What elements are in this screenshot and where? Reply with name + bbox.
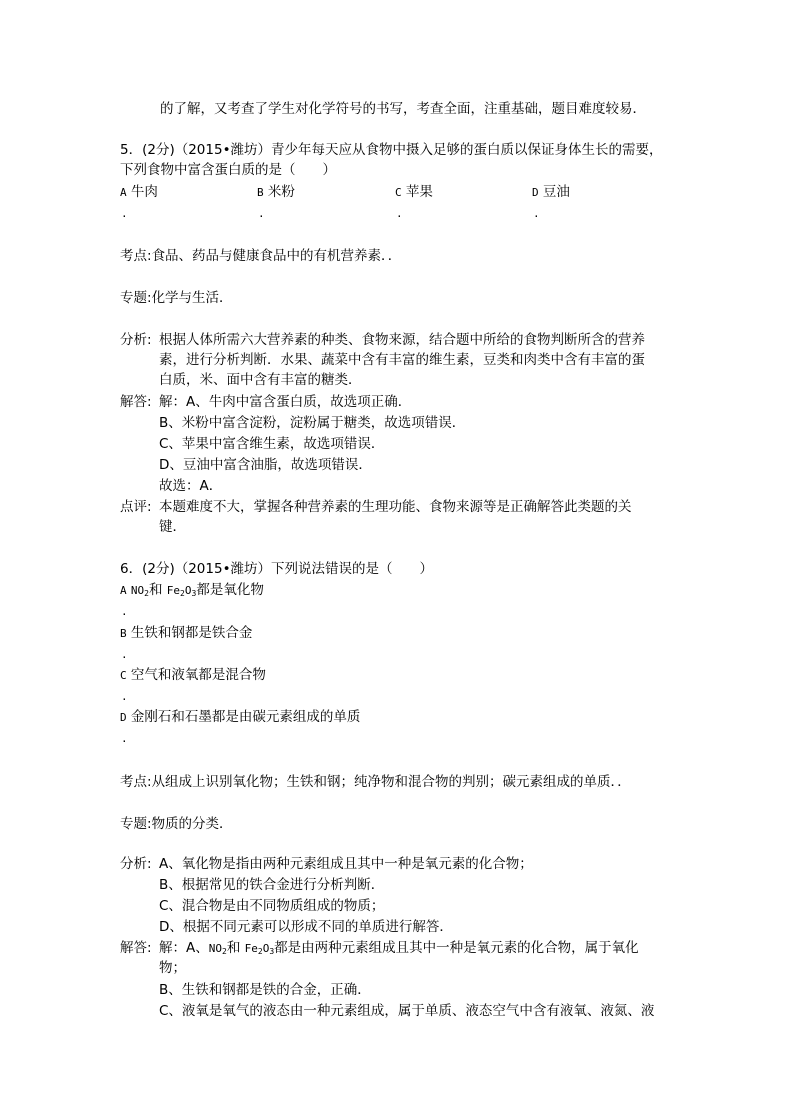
fenxi-line: D、根据不同元素可以形成不同的单质进行解答． [159, 919, 453, 935]
jieda-label: 解答: [120, 394, 152, 410]
option-dot: . [396, 207, 403, 220]
jieda-line: 故选：A． [159, 478, 223, 494]
kaodian-label: 考点: [120, 774, 152, 790]
question-5-header: 5．(2分)（2015•潍坊）青少年每天应从食物中摄入足够的蛋白质以保证身体生长的需要， [120, 142, 663, 158]
fenxi-label: 分析: [120, 332, 152, 348]
kaodian-text: 从组成上识别氧化物；生铁和钢；纯净物和混合物的判别；碳元素组成的单质．． [151, 774, 631, 790]
option-d[interactable] [120, 708, 360, 727]
kaodian-row [120, 773, 631, 791]
jieda-line: C、苹果中富含维生素，故选项错误． [159, 436, 385, 452]
continuation-text: 的了解，又考查了学生对化学符号的书写，考查全面，注重基础，题目难度较易． [160, 101, 646, 117]
dianping-line: 本题难度不大，掌握各种营养素的生理功能、食物来源等是正确解答此类题的关 [159, 499, 632, 515]
fenxi-line: C、混合物是由不同物质组成的物质； [159, 898, 385, 914]
zhuanti-label: 专题: [120, 816, 152, 832]
option-text: 苹果 [405, 184, 433, 200]
zhuanti-row [120, 815, 233, 833]
option-dot: . [121, 690, 128, 703]
jieda-line: 解：A、牛肉中富含蛋白质，故选项正确． [159, 394, 412, 410]
kaodian-row [120, 247, 401, 265]
jieda-line: B、米粉中富含淀粉，淀粉属于糖类，故选项错误． [159, 415, 466, 431]
zhuanti-row [120, 289, 233, 307]
option-dot: . [533, 207, 540, 220]
option-letter: B [120, 627, 127, 640]
fenxi-label: 分析: [120, 856, 152, 872]
fenxi-line: A、氧化物是指由两种元素组成且其中一种是氧元素的化合物； [159, 856, 533, 872]
question-5-header-line2: 下列食物中富含蛋白质的是（ ） [120, 162, 336, 178]
jieda-label: 解答: [120, 940, 152, 956]
fenxi-line: 白质，米、面中含有丰富的糖类． [159, 372, 362, 388]
option-text: 金刚石和石墨都是由碳元素组成的单质 [130, 709, 361, 725]
jieda-line: 解：A、$NO_2$和 $Fe_2O_3$都是由两种元素组成且其中一种是氧元素的化合物，属于氧化 [159, 940, 639, 956]
option-dot: . [121, 732, 128, 745]
dianping-label: 点评: [120, 499, 152, 515]
option-dot: . [121, 605, 128, 618]
fenxi-line: B、根据常见的铁合金进行分析判断． [159, 877, 385, 893]
option-text: 生铁和钢都是铁合金 [130, 625, 253, 641]
option-b[interactable] [257, 183, 295, 202]
option-dot: . [121, 207, 128, 220]
option-c[interactable] [395, 183, 433, 202]
option-letter: C [395, 186, 402, 199]
option-b[interactable] [120, 624, 252, 643]
kaodian-label: 考点: [120, 248, 152, 264]
option-text: 米粉 [267, 184, 295, 200]
option-dot: . [121, 648, 128, 661]
zhuanti-label: 专题: [120, 290, 152, 306]
option-dot: . [258, 207, 265, 220]
kaodian-text: 食品、药品与健康食品中的有机营养素．． [151, 248, 402, 264]
option-letter: A [120, 584, 127, 597]
option-text: $NO_2$和 $Fe_2O_3$都是氧化物 [130, 582, 264, 598]
option-text: 豆油 [542, 184, 570, 200]
zhuanti-text: 物质的分类． [151, 816, 233, 832]
fenxi-line: 根据人体所需六大营养素的种类、食物来源，结合题中所给的食物判断所含的营养 [159, 332, 645, 348]
option-c[interactable] [120, 666, 266, 685]
option-text: 牛肉 [130, 184, 158, 200]
option-d[interactable] [532, 183, 570, 202]
option-a[interactable] [120, 183, 158, 202]
option-text: 空气和液氧都是混合物 [130, 667, 266, 683]
zhuanti-text: 化学与生活． [151, 290, 233, 306]
option-letter: D [532, 186, 539, 199]
option-letter: C [120, 669, 127, 682]
question-6-header: 6．(2分)（2015•潍坊）下列说法错误的是（ ） [120, 561, 434, 577]
option-letter: B [257, 186, 264, 199]
jieda-line: D、豆油中富含油脂，故选项错误． [159, 457, 372, 473]
option-letter: D [120, 711, 127, 724]
dianping-line: 键． [159, 519, 186, 535]
jieda-line: 物； [159, 960, 186, 976]
option-letter: A [120, 186, 127, 199]
jieda-line: C、液氧是氧气的液态由一种元素组成，属于单质、液态空气中含有液氧、液氮、液 [159, 1003, 655, 1019]
jieda-line: B、生铁和钢都是铁的合金，正确． [159, 982, 371, 998]
option-a[interactable] [120, 581, 264, 600]
fenxi-line: 素，进行分析判断．水果、蔬菜中含有丰富的维生素，豆类和肉类中含有丰富的蛋 [159, 352, 645, 368]
